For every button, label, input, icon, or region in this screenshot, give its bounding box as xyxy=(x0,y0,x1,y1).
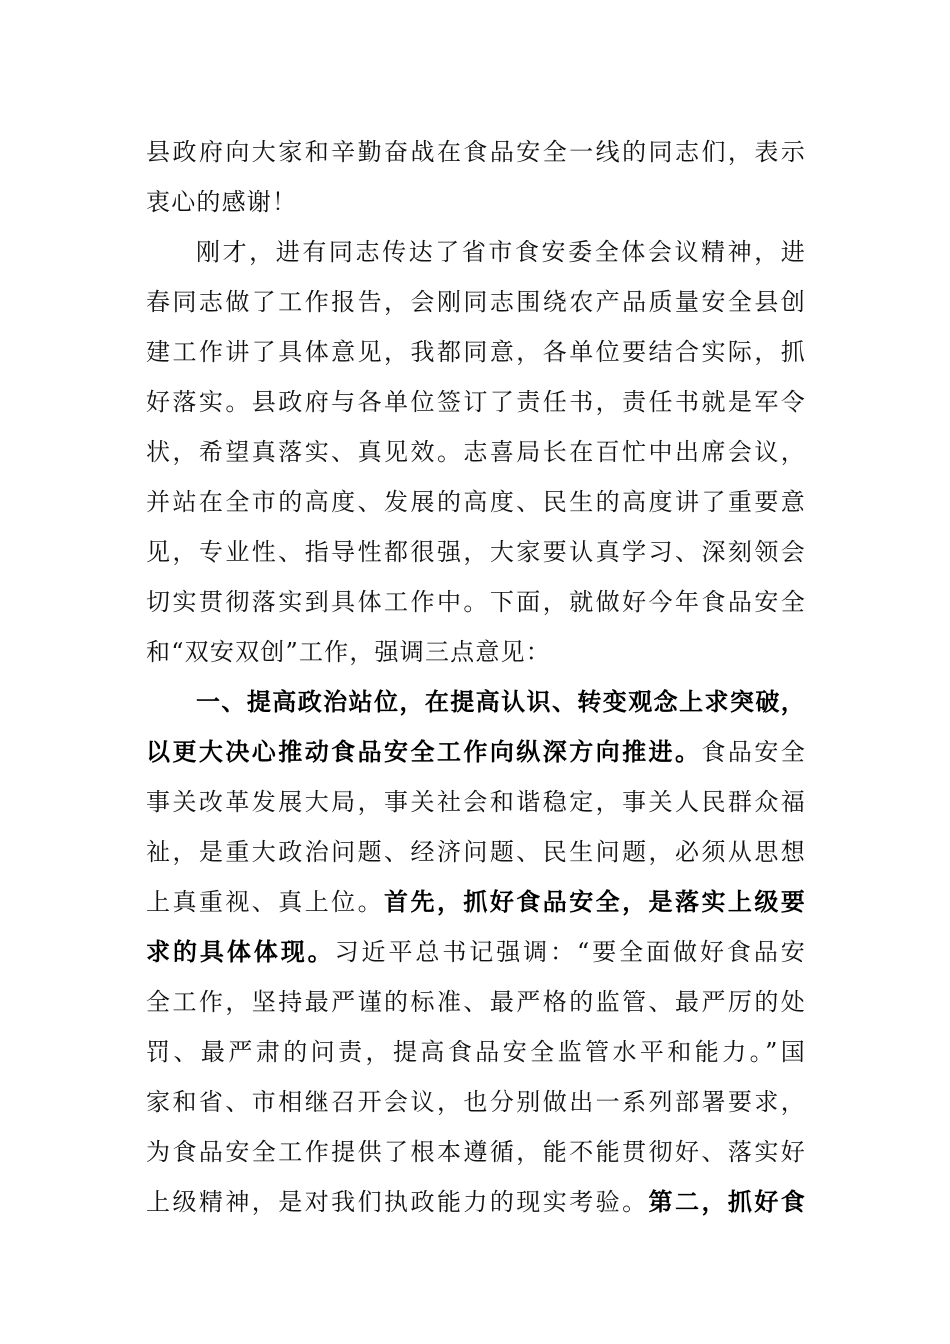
emphasis-segment: 第二，抓好食 xyxy=(648,1187,806,1216)
text-line-7 xyxy=(146,427,806,477)
text-line-2 xyxy=(146,177,806,227)
text-segment: 家和省、市相继召开会议，也分别做出一系列部署要求， xyxy=(146,1088,806,1116)
text-segment: 衷心的感谢！ xyxy=(146,188,298,216)
text-segment: 祉，是重大政治问题、经济问题、民生问题，必须从思想 xyxy=(146,838,806,866)
text-segment: 状，希望真落实、真见效。志喜局长在百忙中出席会议， xyxy=(146,438,806,466)
text-line-6 xyxy=(146,377,806,427)
text-line-8 xyxy=(146,477,806,527)
text-line-9 xyxy=(146,527,806,577)
text-line-17 xyxy=(146,927,806,977)
text-segment: 建工作讲了具体意见，我都同意，各单位要结合实际，抓 xyxy=(146,338,806,366)
text-line-5 xyxy=(146,327,806,377)
text-segment: 食品安全 xyxy=(701,738,806,766)
text-line-22 xyxy=(146,1177,806,1227)
text-segment: 事关改革发展大局，事关社会和谐稳定，事关人民群众福 xyxy=(146,788,806,816)
text-line-18 xyxy=(146,977,806,1027)
text-line-11 xyxy=(146,627,806,677)
heading-segment: 以更大决心推动食品安全工作向纵深方向推进。 xyxy=(146,737,702,766)
section-heading-line-1 xyxy=(196,677,806,727)
text-segment: 并站在全市的高度、发展的高度、民生的高度讲了重要意 xyxy=(146,488,806,516)
text-line-1 xyxy=(146,127,806,177)
text-line-15 xyxy=(146,827,806,877)
heading-segment: 一、提高政治站位，在提高认识、转变观念上求突破， xyxy=(196,687,806,716)
text-segment: 春同志做了工作报告，会刚同志围绕农产品质量安全县创 xyxy=(146,288,806,316)
text-segment: 上级精神，是对我们执政能力的现实考验。 xyxy=(146,1188,649,1216)
text-segment: 上真重视、真上位。 xyxy=(146,888,385,916)
text-line-19 xyxy=(146,1027,806,1077)
text-line-14 xyxy=(146,777,806,827)
text-segment: 罚、最严肃的问责，提高食品安全监管水平和能力。”国 xyxy=(146,1038,806,1066)
text-segment: 见，专业性、指导性都很强，大家要认真学习、深刻领会 xyxy=(146,538,806,566)
text-line-21 xyxy=(146,1127,806,1177)
text-segment: 为食品安全工作提供了根本遵循，能不能贯彻好、落实好 xyxy=(146,1138,806,1166)
emphasis-segment: 首先，抓好食品安全，是落实上级要 xyxy=(384,887,806,916)
emphasis-segment: 求的具体体现。 xyxy=(146,937,335,966)
text-segment: 习近平总书记强调：“要全面做好食品安 xyxy=(334,938,806,966)
text-segment: 和“双安双创”工作，强调三点意见： xyxy=(146,638,551,666)
text-line-4 xyxy=(146,277,806,327)
text-segment: 刚才，进有同志传达了省市食安委全体会议精神，进 xyxy=(196,238,806,266)
section-heading-line-2 xyxy=(146,727,806,777)
text-segment: 切实贯彻落实到具体工作中。下面，就做好今年食品安全 xyxy=(146,588,806,616)
text-segment: 县政府向大家和辛勤奋战在食品安全一线的同志们，表示 xyxy=(146,138,806,166)
text-line-16 xyxy=(146,877,806,927)
text-line-10 xyxy=(146,577,806,627)
text-line-20 xyxy=(146,1077,806,1127)
text-line-3 xyxy=(196,227,806,277)
text-segment: 好落实。县政府与各单位签订了责任书，责任书就是军令 xyxy=(146,388,806,416)
text-segment: 全工作，坚持最严谨的标准、最严格的监管、最严厉的处 xyxy=(146,988,806,1016)
